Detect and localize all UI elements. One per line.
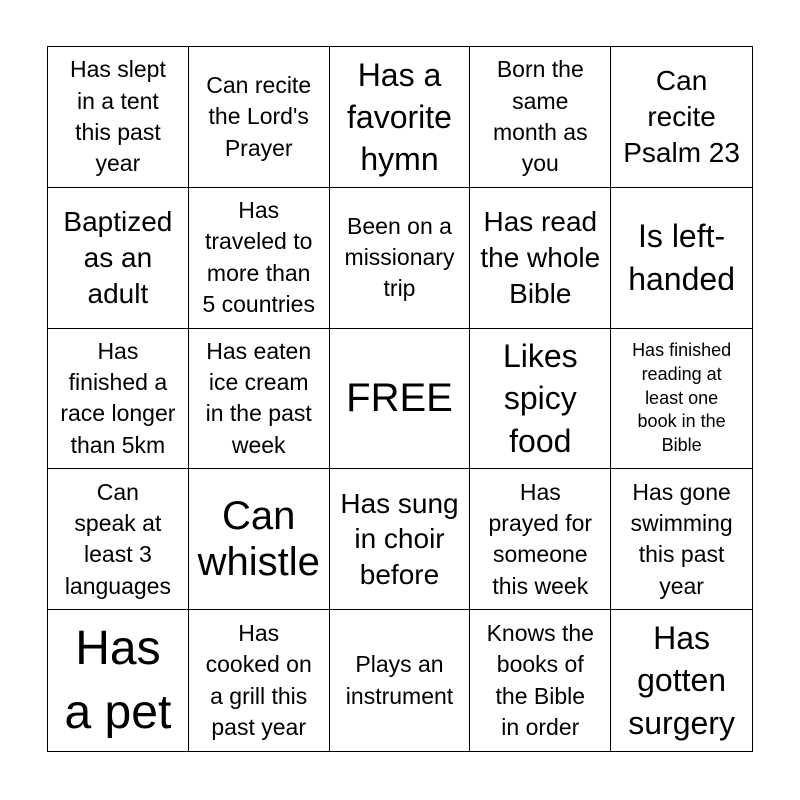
cell-text: Can whistle bbox=[197, 494, 320, 585]
bingo-cell-r3c1[interactable] bbox=[48, 329, 189, 470]
cell-text: Plays an instrument bbox=[345, 651, 454, 709]
bingo-cell-r3c5[interactable] bbox=[611, 329, 752, 470]
cell-text: Has prayed for someone this week bbox=[488, 478, 593, 599]
bingo-cell-r3c2[interactable] bbox=[189, 329, 330, 470]
bingo-cell-r1c4[interactable] bbox=[470, 47, 611, 188]
cell-text: Can recite the Lord's Prayer bbox=[206, 72, 312, 161]
bingo-cell-r1c5[interactable] bbox=[611, 47, 752, 188]
cell-text: Knows the books of the Bible in order bbox=[486, 620, 594, 740]
bingo-cell-r1c2[interactable] bbox=[189, 47, 330, 188]
cell-text: Been on a missionary trip bbox=[344, 212, 455, 302]
cell-text: FREE bbox=[346, 376, 453, 421]
bingo-cell-r4c4[interactable] bbox=[470, 469, 611, 610]
bingo-cell-r5c5[interactable] bbox=[611, 610, 752, 751]
bingo-cell-r5c3[interactable] bbox=[330, 610, 471, 751]
cell-text: Has read the whole Bible bbox=[480, 205, 601, 309]
cell-text: Baptized as an adult bbox=[63, 205, 173, 309]
cell-text: Has finished reading at least one book in the Bible bbox=[632, 339, 732, 456]
bingo-cell-free[interactable] bbox=[330, 329, 471, 470]
bingo-cell-r2c4[interactable] bbox=[470, 188, 611, 329]
cell-text: Has a favorite hymn bbox=[347, 56, 452, 178]
cell-text: Born the same month as you bbox=[492, 56, 588, 177]
bingo-cell-r2c2[interactable] bbox=[189, 188, 330, 329]
cell-text: Can recite Psalm 23 bbox=[623, 65, 740, 168]
cell-text: Is left- handed bbox=[628, 218, 735, 297]
bingo-board bbox=[47, 46, 753, 752]
bingo-cell-r2c5[interactable] bbox=[611, 188, 752, 329]
bingo-cell-r4c2[interactable] bbox=[189, 469, 330, 610]
bingo-cell-r4c1[interactable] bbox=[48, 469, 189, 610]
bingo-cell-r1c3[interactable] bbox=[330, 47, 471, 188]
bingo-cell-r2c3[interactable] bbox=[330, 188, 471, 329]
cell-text: Has a pet bbox=[64, 621, 172, 739]
cell-text: Has sung in choir before bbox=[340, 487, 459, 591]
bingo-cell-r4c3[interactable] bbox=[330, 469, 471, 610]
cell-text: Can speak at least 3 languages bbox=[64, 478, 171, 599]
bingo-cell-r4c5[interactable] bbox=[611, 469, 752, 610]
cell-text: Likes spicy food bbox=[502, 338, 578, 459]
cell-text: Has eaten ice cream in the past week bbox=[205, 337, 312, 458]
bingo-cell-r5c4[interactable] bbox=[470, 610, 611, 751]
cell-text: Has traveled to more than 5 countries bbox=[202, 197, 315, 317]
cell-text: Has finished a race longer than 5km bbox=[60, 337, 176, 458]
cell-text: Has slept in a tent this past year bbox=[69, 56, 166, 177]
bingo-cell-r5c2[interactable] bbox=[189, 610, 330, 751]
bingo-cell-r3c4[interactable] bbox=[470, 329, 611, 470]
cell-text: Has cooked on a grill this past year bbox=[205, 620, 312, 740]
bingo-cell-r2c1[interactable] bbox=[48, 188, 189, 329]
cell-text: Has gotten surgery bbox=[628, 620, 735, 741]
bingo-cell-r5c1[interactable] bbox=[48, 610, 189, 751]
bingo-cell-r1c1[interactable] bbox=[48, 47, 189, 188]
cell-text: Has gone swimming this past year bbox=[630, 478, 733, 599]
